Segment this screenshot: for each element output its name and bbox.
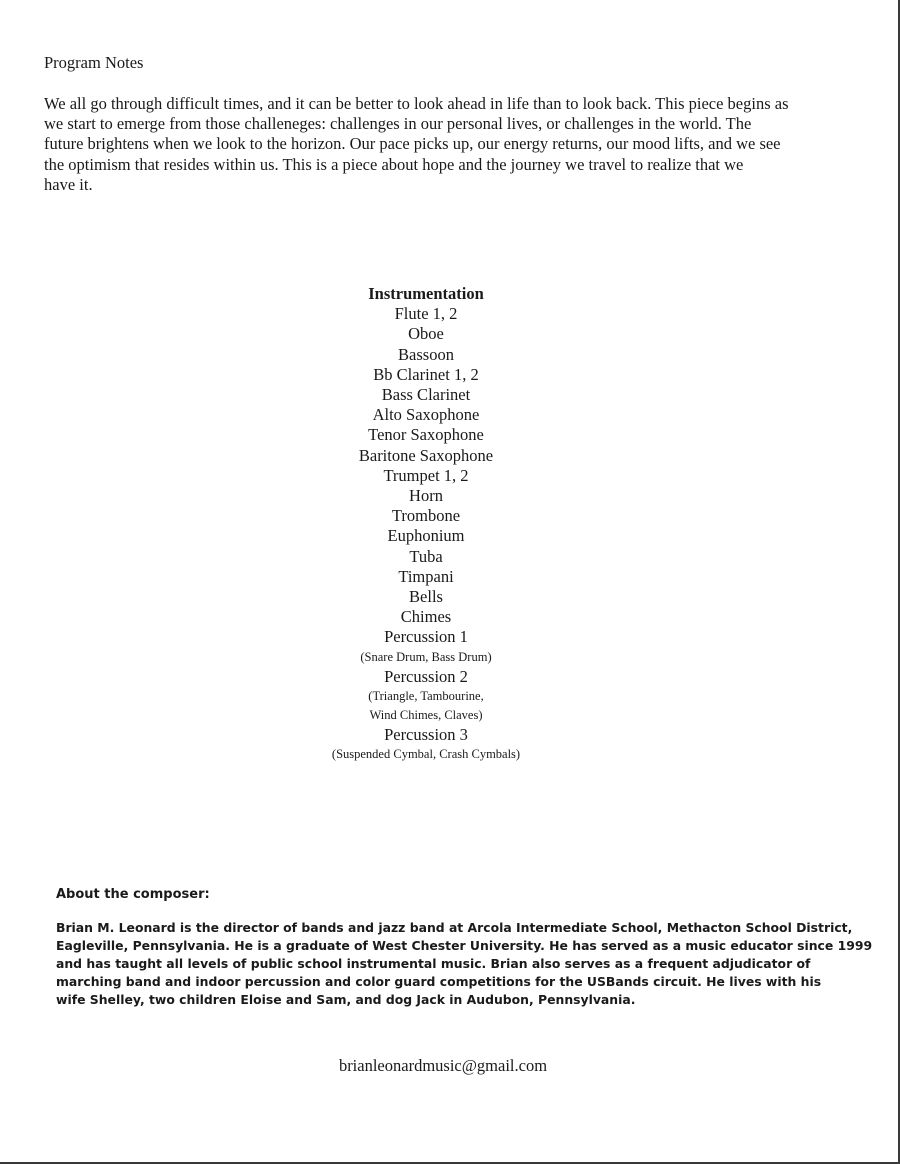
program-notes-line: We all go through difficult times, and it can be better to look ahead in life than to look back. This piece begins as (44, 94, 789, 113)
instrument-item: Baritone Saxophone (358, 445, 494, 465)
instrument-item: Flute 1, 2 (394, 304, 458, 324)
instrument-item: Timpani (398, 566, 454, 586)
percussion-3-note: (Suspended Cymbal, Crash Cymbals) (331, 747, 521, 762)
instrument-item: Trombone (391, 506, 461, 526)
program-notes-line: future brightens when we look to the horizon. Our pace picks up, our energy returns, our mood lifts, and we see (44, 134, 781, 154)
instrument-item: Trumpet 1, 2 (383, 465, 469, 485)
composer-bio (56, 919, 873, 1009)
instrument-item: Alto Saxophone (372, 405, 480, 425)
instrument-item: Tenor Saxophone (368, 425, 484, 445)
instrument-item-percussion-2: Percussion 2 (384, 666, 468, 686)
instrument-item-percussion-3: Percussion 3 (384, 724, 468, 744)
instrument-item: Chimes (400, 607, 452, 627)
instrumentation-list (226, 284, 626, 764)
program-notes-line: have it. (44, 174, 93, 194)
instrument-item: Bassoon (398, 344, 454, 364)
instrument-item: Bb Clarinet 1, 2 (373, 364, 479, 384)
instrument-item: Horn (409, 486, 443, 506)
instrument-item: Oboe (408, 324, 444, 344)
composer-bio-line: Eagleville, Pennsylvania. He is a graduate of West Chester University. He has served as a music educator since 1999 (56, 938, 873, 954)
percussion-2-note: (Triangle, Tambourine, (368, 688, 484, 703)
program-notes-line: we start to emerge from those challeneges: challenges in our personal lives, or challenges in the world. The (44, 114, 752, 134)
instrumentation-title: Instrumentation (368, 284, 484, 303)
program-notes-heading: Program Notes (44, 53, 144, 72)
percussion-1-note: (Snare Drum, Bass Drum) (360, 649, 492, 664)
instrument-item: Bass Clarinet (381, 385, 471, 405)
program-notes-body (44, 94, 864, 195)
percussion-2-note: Wind Chimes, Claves) (369, 707, 483, 722)
composer-bio-line: marching band and indoor percussion and color guard competitions for the USBands circuit. He lives with his (56, 974, 822, 990)
instrument-item: Bells (409, 587, 443, 607)
contact-email: brianleonardmusic@gmail.com (338, 1056, 548, 1075)
composer-bio-line: wife Shelley, two children Eloise and Sam, and dog Jack in Audubon, Pennsylvania. (56, 992, 636, 1008)
instrument-item-percussion-1: Percussion 1 (384, 627, 468, 647)
composer-bio-line: and has taught all levels of public school instrumental music. Brian also serves as a frequent adjudicator of (56, 956, 811, 972)
instrument-item: Euphonium (387, 526, 465, 546)
composer-bio-line: Brian M. Leonard is the director of bands and jazz band at Arcola Intermediate School, Methacton School District, (56, 920, 853, 935)
program-notes-line: the optimism that resides within us. This is a piece about hope and the journey we travel to realize that we (44, 154, 744, 174)
instrument-item: Tuba (409, 546, 443, 566)
about-composer-heading: About the composer: (56, 887, 210, 902)
